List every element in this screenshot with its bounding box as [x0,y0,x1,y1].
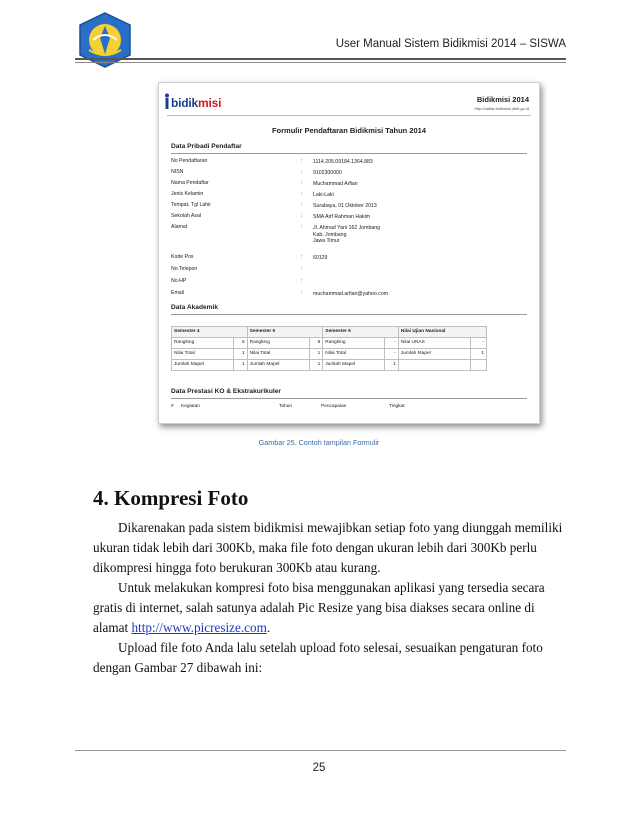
section-heading: 4. Kompresi Foto [93,486,249,510]
form-divider [167,115,531,116]
personal-row-address: Alamat : Jl. Ahmad Yani 162 Jombang Kab. Jombang Jawa Timur [171,224,380,244]
section-rule [171,398,527,399]
personal-row: Nama Pendaftar : Muchammad Arfian [171,180,358,187]
bidikmisi-figure-icon [163,93,171,110]
personal-row: Kode Pos : 60129 [171,254,328,261]
form-brand-title: Bidikmisi 2014 [476,95,529,104]
section-personal-data: Data Pribadi Pendaftar [171,143,242,150]
section-rule [171,314,527,315]
personal-row: Tempat, Tgl Lahir : Surabaya, 01 Oktober 2013 [171,202,377,209]
document-header-title: User Manual Sistem Bidikmisi 2014 – SISWA [335,38,566,50]
section-rule [171,153,527,154]
personal-row: No.Telepon : [171,266,303,272]
table-row: Jumlah Mapel 1 Jumlah Mapel 1 Jumlah Mapel 1 [172,360,487,371]
personal-row: Jenis Kelamin : Laki-Laki [171,191,334,198]
academic-table [171,326,487,371]
personal-row: Sekolah Asal : SMA Arif Rahman Hakim [171,213,371,220]
figure-caption: Gambar 25. Contoh tampilan Formulir [258,438,380,447]
header-divider [75,58,566,60]
prestasi-header-row: # Kegiatan Tahun Pencapaian Tingkat [171,404,405,409]
section-academic-data: Data Akademik [171,304,219,311]
table-header-row: Semester 4 Semester 5 Semester 6 Nilai Ujian Nasional [172,327,487,338]
personal-row: Email : muchammad.arfian@yahoo.com [171,290,389,297]
paragraph: Dikarenakan pada sistem bidikmisi mewajibkan setiap foto yang diunggah memiliki ukuran tidak lebih dari 300Kb, maka file foto dengan ukuran lebih dari 300Kb perlu dikompresi hingga foto berukuran 300Kb atau kurang. [93,520,563,575]
section-prestasi: Data Prestasi KO & Ekstrakurikuler [171,388,281,395]
picresize-link[interactable]: http://www.picresize.com [131,619,267,635]
page-number: 25 [312,762,326,774]
tut-wuri-handayani-emblem-icon [75,10,135,70]
header-divider-thin [75,62,566,63]
form-screenshot [158,82,540,424]
table-row: Nilai Total 1 Nilai Total 1 Nilai Total - Jumlah Mapel 1 [172,349,487,360]
form-title: Formulir Pendaftaran Bidikmisi Tahun 2014 [271,126,427,135]
personal-row: NISN : 9102300000 [171,169,342,176]
table-row: Rangking 6 Rangking 6 Rangking - Nilai UNAS - [172,338,487,349]
paragraph: Untuk melakukan kompresi foto bisa menggunakan aplikasi yang tersedia secara gratis di internet, salah satunya adalah Pic Resize yang bisa diakses secara online di alamat http://www.picresize.com. [93,580,545,635]
bidikmisi-logo-text: bidikmisi [171,96,222,110]
footer-divider [75,750,566,751]
paragraph: Upload file foto Anda lalu setelah upload foto selesai, sesuaikan pengaturan foto dengan Gambar 27 dibawah ini: [93,640,543,675]
form-url: http://daftar.bidikmisi.dikti.go.id [474,106,529,111]
personal-row: No.HP : [171,278,303,284]
personal-row: No Pendaftaran : 1114.205.09184.1364.883 [171,158,373,165]
